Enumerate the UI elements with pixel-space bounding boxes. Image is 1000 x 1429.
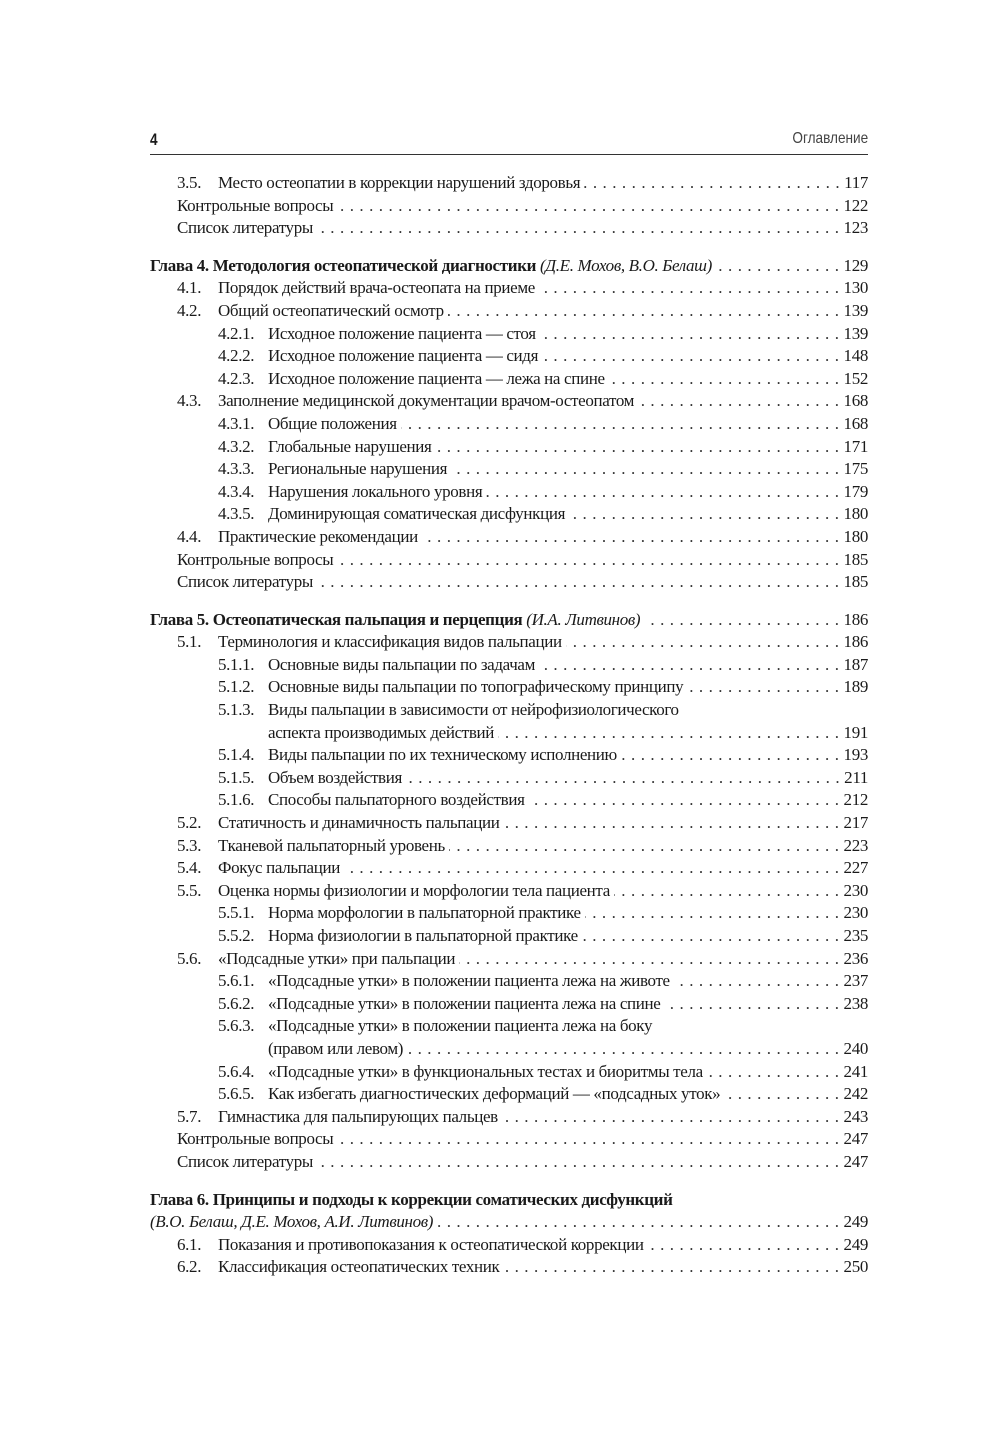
page-ref: 117 [844,173,868,192]
section-title: Список литературы [177,572,313,592]
section-title: Исходное положение пациента — сидя [268,346,539,366]
toc-entry[interactable] [150,324,868,347]
page-header [150,128,868,155]
section-title: «Подсадные утки» в функциональных тестах и биоритмы тела [268,1061,703,1081]
section-number: 5.5.2. [218,926,255,945]
page-ref: 168 [843,391,868,411]
chapter-title: Глава 4. Методология остеопатической диагностики [150,255,537,275]
dot-leader [486,482,839,502]
toc-entry[interactable] [150,196,868,219]
dot-leader [582,926,840,946]
page-ref: 247 [843,1151,868,1171]
toc-entry[interactable] [150,459,868,482]
section-title: Список литературы [177,218,313,238]
toc-entry-continuation [150,1039,868,1062]
dot-leader [638,391,839,411]
section-number: 5.1.1. [218,654,255,674]
section-number: 5.6.2. [218,993,255,1013]
section-number: 6.1. [177,1234,202,1254]
page-ref: 187 [843,654,868,674]
toc-entry[interactable] [150,610,868,633]
dot-leader [436,437,840,457]
page-ref: 211 [844,767,868,787]
page-ref: 243 [843,1106,868,1126]
section-number: 5.1. [177,632,202,652]
page-ref: 175 [843,459,868,479]
section-number: 5.5. [177,880,202,900]
section-title: Исходное положение пациента — лежа на спине [268,368,605,388]
page-ref: 186 [843,609,868,629]
toc-entry-continuation [150,1212,868,1235]
toc-entry[interactable] [150,836,868,859]
section-number: 4.2.2. [218,346,255,366]
page-ref: 139 [843,323,868,343]
section-title: «Подсадные утки» в положении пациента лежа на спине [268,993,661,1013]
toc-entry-continuation [150,723,868,746]
section-title: Гимнастика для пальпирующих пальцев [218,1106,498,1126]
toc-entry[interactable] [150,971,868,994]
page-ref: 247 [843,1129,868,1149]
toc-entry[interactable] [150,278,868,301]
toc-entry[interactable] [150,949,868,972]
toc-entry[interactable] [150,437,868,460]
section-title: Основные виды пальпации по задачам [268,654,535,674]
dot-leader [724,1084,839,1104]
section-title: Фокус пальпации [218,858,340,878]
section-number: 5.1.3. [218,700,255,720]
section-number: 5.6.4. [218,1061,255,1081]
section-title: Доминирующая соматическая дисфункция [268,504,566,524]
section-number: 5.1.6. [218,790,255,810]
page-ref: 171 [843,436,868,456]
dot-leader [459,949,839,969]
toc-entry[interactable] [150,482,868,505]
section-title: Список литературы [177,1151,313,1171]
page-ref: 237 [843,971,868,991]
section-title: Терминология и классификация видов пальпации [218,632,562,652]
section-title: Общие положения [268,413,397,433]
page-ref: 152 [843,368,868,388]
page-ref: 139 [843,300,868,320]
section-title: Как избегать диагностических деформаций — «подсадных уток» [268,1084,721,1104]
section-title: Исходное положение пациента — стоя [268,323,536,343]
section-title: Виды пальпации по их техническому исполнению [268,745,617,765]
dot-leader [451,459,839,479]
toc-entry[interactable] [150,527,868,550]
toc-entry[interactable] [150,550,868,573]
running-title: Оглавление [792,130,868,147]
dot-leader [609,369,840,389]
section-number: 4.2. [177,300,202,320]
dot-leader [503,813,839,833]
section-number: 5.3. [177,835,202,855]
chapter-title: Глава 5. Остеопатическая пальпация и перцепция [150,609,523,629]
dot-leader [406,768,840,788]
dot-leader [529,790,840,810]
section-number: 4.4. [177,526,202,546]
page-ref: 191 [843,722,868,742]
page-number: 4 [150,130,158,149]
toc-entry[interactable] [150,1016,868,1039]
dot-leader [566,632,840,652]
section-title: Практические рекомендации [218,526,418,546]
page-ref: 168 [843,413,868,433]
toc-entry[interactable] [150,655,868,678]
dot-leader [584,173,840,193]
chapter-authors: (В.О. Белаш, Д.Е. Мохов, А.И. Литвинов) [150,1212,434,1232]
section-number: 4.3.2. [218,436,255,456]
dot-leader [707,1062,840,1082]
page-ref: 180 [843,526,868,546]
toc-entry[interactable] [150,1235,868,1258]
toc-entry[interactable] [150,700,868,723]
section-number: 4.3. [177,391,202,411]
page-ref: 241 [843,1061,868,1081]
section-number: 4.3.5. [218,504,255,524]
section-number: 4.3.1. [218,413,255,433]
section-title: Норма морфологии в пальпаторной практике [268,903,581,923]
section-number: 4.3.4. [218,481,255,501]
section-number: 4.2.1. [218,323,255,343]
page-ref: 238 [843,993,868,1013]
page-ref: 180 [843,504,868,524]
page-ref: 185 [843,549,868,569]
toc-entry[interactable] [150,1152,868,1175]
section-number: 5.4. [177,858,202,878]
section-number: 5.2. [177,813,202,833]
chapter-authors: (Д.Е. Мохов, В.О. Белаш) [540,255,712,275]
toc-entry[interactable] [150,1257,868,1280]
section-title: Объем воздействия [268,767,402,787]
toc-entry[interactable] [150,1107,868,1130]
dot-leader [317,572,840,592]
dot-leader [317,218,840,238]
section-title: Региональные нарушения [268,459,448,479]
page-ref: 193 [843,745,868,765]
dot-leader [540,324,840,344]
page-ref: 230 [843,880,868,900]
section-number: 4.1. [177,278,202,298]
dot-leader [664,994,839,1014]
section-number: 5.6.3. [218,1016,255,1036]
page-ref: 240 [843,1038,868,1058]
toc-entry[interactable] [150,1129,868,1152]
dot-leader [502,1107,840,1127]
chapter-authors: (И.А. Литвинов) [526,609,641,629]
toc-entry[interactable] [150,1084,868,1107]
section-number: 5.7. [177,1106,202,1126]
page-ref: 122 [843,195,868,215]
dot-leader [401,414,840,434]
page-ref: 130 [843,278,868,298]
section-title: Порядок действий врача-остеопата на приеме [218,278,535,298]
section-title: Нарушения локального уровня [268,481,483,501]
section-title: Статичность и динамичность пальпации [218,813,500,833]
page-ref: 242 [843,1084,868,1104]
section-number: 5.1.2. [218,677,255,697]
toc-entry[interactable] [150,414,868,437]
section-number: 3.5. [177,173,202,192]
toc-entry[interactable] [150,813,868,836]
page-ref: 249 [843,1212,868,1232]
dot-leader [448,301,840,321]
toc-entry[interactable] [150,632,868,655]
toc-entry[interactable] [150,256,868,279]
page-ref: 223 [843,835,868,855]
section-number: 5.5.1. [218,903,255,923]
dot-leader [621,745,840,765]
page-ref: 212 [843,790,868,810]
dot-leader [437,1212,839,1232]
toc-entry[interactable] [150,1062,868,1085]
dot-leader [337,550,839,570]
dot-leader [337,1129,839,1149]
toc-entry[interactable] [150,1190,868,1213]
section-title: Общий остеопатический осмотр [218,300,444,320]
section-title-continuation: аспекта производимых действий [268,722,495,742]
dot-leader [569,504,840,524]
dot-leader [644,610,839,630]
page-ref: 236 [843,948,868,968]
chapter-title: Глава 6. Принципы и подходы к коррекции соматических дисфункций [150,1189,673,1209]
page-ref: 249 [843,1234,868,1254]
section-number: 5.6. [177,948,202,968]
dot-leader [449,836,840,856]
section-title: «Подсадные утки» в положении пациента лежа на животе [268,971,670,991]
toc-entry[interactable] [150,218,868,241]
dot-leader [648,1235,840,1255]
toc-entry[interactable] [150,881,868,904]
section-number: 4.2.3. [218,368,255,388]
dot-leader [716,256,840,276]
page-ref: 235 [843,926,868,945]
toc-entry[interactable] [150,858,868,881]
toc-entry[interactable] [150,768,868,791]
page-ref: 189 [843,677,868,697]
section-title: Место остеопатии в коррекции нарушений здоровья [218,173,581,192]
dot-leader [539,655,840,675]
page-ref: 129 [843,255,868,275]
toc-entry[interactable] [150,677,868,700]
section-title: «Подсадные утки» в положении пациента лежа на боку [268,1016,653,1036]
page-ref: 123 [843,218,868,238]
section-title: Глобальные нарушения [268,436,432,456]
section-title: Норма физиологии в пальпаторной практике [268,926,578,945]
section-title: Оценка нормы физиологии и морфологии тела пациента [218,880,610,900]
page-ref: 148 [843,346,868,366]
dot-leader [539,278,840,298]
dot-leader [674,971,840,991]
dot-leader [614,881,840,901]
section-title: Контрольные вопросы [177,195,334,215]
section-title: «Подсадные утки» при пальпации [218,948,456,968]
section-title: Основные виды пальпации по топографическому принципу [268,677,684,697]
section-number: 4.3.3. [218,459,255,479]
section-title: Виды пальпации в зависимости от нейрофизиологического [268,700,679,720]
section-number: 5.6.1. [218,971,255,991]
toc-entry[interactable] [150,301,868,324]
section-number: 5.1.5. [218,767,255,787]
section-title: Классификация остеопатических техник [218,1257,500,1277]
dot-leader [422,527,840,547]
toc-entry[interactable] [150,504,868,527]
dot-leader [498,723,839,743]
dot-leader [503,1257,839,1277]
section-number: 5.6.5. [218,1084,255,1104]
table-of-contents [150,173,868,1280]
page-ref: 185 [843,572,868,592]
dot-leader [542,346,839,366]
section-title: Тканевой пальпаторный уровень [218,835,445,855]
section-title: Контрольные вопросы [177,1129,334,1149]
toc-entry[interactable] [150,926,868,949]
toc-entry[interactable] [150,346,868,369]
section-number: 5.1.4. [218,745,255,765]
page-ref: 227 [843,858,868,878]
toc-entry[interactable] [150,903,868,926]
toc-entry[interactable] [150,369,868,392]
toc-entry[interactable] [150,994,868,1017]
dot-leader [344,858,840,878]
toc-entry[interactable] [150,572,868,595]
page-ref: 179 [843,481,868,501]
page-ref: 217 [843,813,868,833]
toc-entry[interactable] [150,745,868,768]
section-number: 6.2. [177,1257,202,1277]
section-title: Заполнение медицинской документации врачом-остеопатом [218,391,635,411]
page-ref: 186 [843,632,868,652]
dot-leader [687,677,839,697]
section-title: Показания и противопоказания к остеопатической коррекции [218,1234,644,1254]
dot-leader [585,903,840,923]
toc-entry[interactable] [150,391,868,414]
toc-entry[interactable] [150,790,868,813]
page-ref: 250 [843,1257,868,1277]
dot-leader [337,196,839,216]
section-title: Способы пальпаторного воздействия [268,790,525,810]
page-ref: 230 [843,903,868,923]
dot-leader [317,1152,840,1172]
dot-leader [407,1039,839,1059]
toc-entry[interactable] [150,173,868,196]
section-title-continuation: (правом или левом) [268,1038,404,1058]
section-title: Контрольные вопросы [177,549,334,569]
